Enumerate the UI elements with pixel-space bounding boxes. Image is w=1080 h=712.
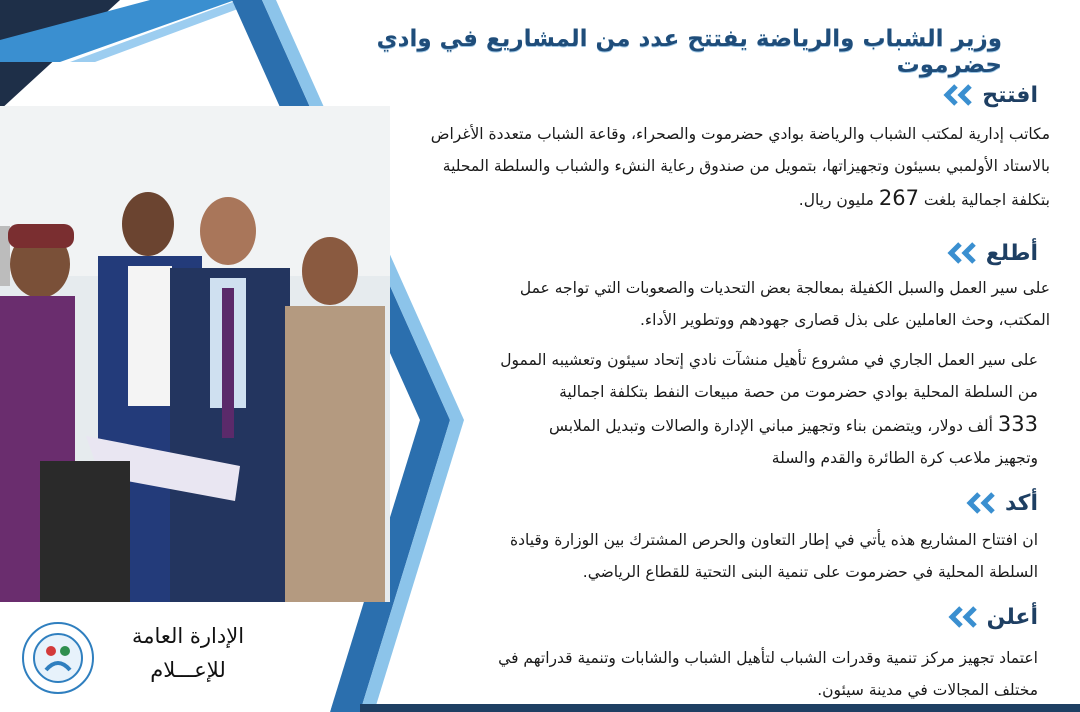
- org-name-line1: الإدارة العامة: [131, 624, 245, 648]
- section-heading-announced: [947, 600, 1038, 634]
- text-line: بالاستاد الأولمبي بسيئون وتجهيزاتها، بتمويل من صندوق رعاية النشء والشباب والسلطة المحلية: [442, 157, 1050, 175]
- text-line: على سير العمل والسبل الكفيلة بمعالجة بعض التحديات والصعوبات التي تواجه عمل: [519, 279, 1050, 297]
- section-title: أعلن: [986, 604, 1038, 630]
- section-body-reviewed: [430, 272, 1050, 336]
- text-line: اعتماد تجهيز مركز تنمية وقدرات الشباب لتأهيل الشباب والشابات وتنمية قدراتهم في: [498, 649, 1038, 667]
- section-body-reviewed-2: [398, 344, 1038, 474]
- text-line: على سير العمل الجاري في مشروع تأهيل منشآت نادي إتحاد سيئون وتعشيبه الممول: [500, 351, 1038, 369]
- org-name-line2: للإعـــلام: [150, 658, 226, 682]
- text-line: ان افتتاح المشاريع هذه يأتي في إطار التعاون والحرص المشترك بين الوزارة وقيادة: [509, 531, 1038, 549]
- section-title: أطلع: [985, 240, 1038, 266]
- text-line: السلطة المحلية في حضرموت على تنمية البنى التحتية للقطاع الرياضي.: [582, 563, 1038, 581]
- double-chevron-icon: [947, 606, 979, 628]
- section-body-announced: [398, 642, 1038, 706]
- text-line: مختلف المجالات في مدينة سيئون.: [817, 681, 1038, 699]
- text-line: بتكلفة اجمالية بلغت 267 مليون ريال.: [798, 186, 1050, 210]
- section-heading-affirmed: [965, 486, 1038, 520]
- emblem-logo: [22, 622, 94, 694]
- section-title: افتتح: [982, 82, 1038, 108]
- footer-branding: [22, 620, 252, 700]
- section-body-affirmed: [418, 524, 1038, 588]
- text-line: من السلطة المحلية بوادي حضرموت من حصة مبيعات النفط بتكلفة اجمالية: [559, 383, 1038, 401]
- page-title: وزير الشباب والرياضة يفتتح عدد من المشاريع في وادي حضرموت: [376, 26, 1002, 78]
- section-body-opened: [350, 118, 1050, 216]
- text-line: 333 ألف دولار، ويتضمن بناء وتجهيز مباني الإدارة والصالات وتبديل الملابس: [548, 412, 1038, 436]
- text-line: مكاتب إدارية لمكتب الشباب والرياضة بوادي حضرموت والصحراء، وقاعة الشباب متعددة الأغراض: [430, 125, 1050, 143]
- text-line: وتجهيز ملاعب كرة الطائرة والقدم والسلة: [771, 449, 1038, 467]
- cost-value: 333: [997, 412, 1038, 436]
- text-line: المكتب، وحث العاملين على بذل قصارى جهودهم ووتطوير الأداء.: [639, 311, 1050, 329]
- double-chevron-icon: [942, 84, 974, 106]
- section-heading-reviewed: [946, 236, 1038, 270]
- section-title: أكد: [1004, 490, 1038, 516]
- double-chevron-icon: [965, 492, 997, 514]
- double-chevron-icon: [946, 242, 978, 264]
- event-photo: [0, 106, 390, 602]
- cost-value: 267: [878, 186, 919, 210]
- section-heading-opened: [942, 78, 1038, 112]
